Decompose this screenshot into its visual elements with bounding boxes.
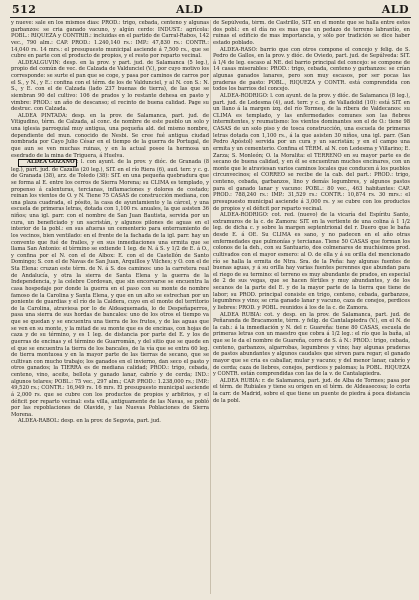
dictionary-entry xyxy=(11,159,209,418)
entry-text: : l. con ayunt. de la prov. y dióc. de Granada (8 leg.), part. jud. de Cazalla (20 leg.), SIT. en el río Riera (6), aud. terr. y c. g. de Granada (38), arz. de Toledo (38): SIT. en una pequeña quebradura que se forma al E. entre los cerros de Sierra Morena; su CLIMA es templado, y propenso á calenturas, tercianas, inflamaciones y dolores de costado; reinan los vientos de O. y N. Tiene 75 CASAS de construcción mediana, con una plaza cuadrada, el pósito, la casa de ayuntamiento y la cárcel, y una escuela de primeras letras, dotada con 1,100 rs. anuales, la que asisten 36 niños; una igl. parr. con el nombre de San Juan Bautista, servida por un cura, un beneficiado y un sacristán, y algunos pilones de aguas en el interior de la pobl.: en sus afueras un cementerio para enterramiento de los vecinos, bien ventilado: en el frente de la fachada de la igl. parr. hay un convento que fué de frailes, y en sus inmediaciones una ermita que se llama San Antonio: el término se extiende 1 leg. de N. á S. y 1/2 de E. á O., y confina por el N. con el de Albox: E. con el de Castellón de Santo Domingo; S. con el de Navas de San Juan, Arquillos y Vilches; y O. con el de Sta Elena: cruzan este térm. de N. á S. dos caminos: uno la carretera real de Andalucía, y otra la sierra de Santa Elena y la guerra de la Independencia, y la celebre Cordovan, que sin encorvarse se encuentra la casa hospedaje por donde la guerra en el paso con su monte de nombre famoso de la Carolina y Santa Elena, y que en un alto se estrechan por un poniente de guardias y el río de la Caldera, cuyo en el monte del territorio de la Carolina, atraviesa por lo de Aldeaquemada, lo de Despeñaperros, pasa una sierra de sus hordas de bancales: uno de los otros el tiempo va que se quedan y se encuentra una tierra de los frutos, y de las aguas que se ven en su monte, y la mitad de su monte que es de encinas, con hojas de caza y de su término, y es 1 leg. de distancia por parte del E. y los de guerras de encinas y el término de Guarromán, y del sitio que se quede en el que se encuentra la tierra de los bancales, de la vía que se entra 60 leg. de tierra montuosa y en la mayor parte de las tierras de secano, que se cultivan con mucho trabajo; los ganados en el invierno, dan seco el pasto y otros ganados; la TIERRA es de mediana calidad; PROD.: trigo, cebada, centeno, vino, aceite, bellota y ganado lanar, cabrío y de cerda; IND.: algunos telares; POBL.: 75 vec., 297 alm.; CAP. PROD.: 1.238,000 rs.; IMP.: 49,520 rs.; CONTR.: 16,949 rs. 16 mrs. El presupuesto municipal asciende á 2,000 rs. que se cubre con los productos de propios y arbitrios, y el déficit por reparto vecinal: esta villa, antiguamente de las Navas, se pobló por las repoblaciones de Olavide, y las Nuevas Poblaciones de Sierra Morena. xyxy=(11,159,209,418)
dictionary-entry xyxy=(213,212,410,311)
right-column xyxy=(213,20,410,596)
entry-text: y nueve: sale en los mismos días: PROD.: trigo, cebada, centeno y algunas garbanzos: se cria ganado vacuno, y algún cerdo: INDUST.: agrícola: POBL.: RIQUEZA y CONTRIB.: incluidas en el partido de Carral-Rabos, 142 vec., 790 alm.: CAP. PROD.: 1.240,140 rs.: IMP.: 47,830 rs.: CONTR.: 14,040 rs. 14 mrs.: el presupuesto municipal asciende á 7,500 rs., que se cubre en parte con el producto de propios, y el resto por reparto vecinal. xyxy=(11,20,209,60)
dictionary-entry xyxy=(213,93,410,212)
column-gutter xyxy=(210,20,211,594)
header-rule xyxy=(10,17,411,18)
dictionary-entry xyxy=(213,378,410,405)
entry-text: ALDEA-RASO: barrio que con otros compone el concejo y felig. de S. Pedro de Gallos, en la prov. y dióc. de Oviedo, part. jud. de Sepúlveda: SIT. á 1/4 de leg. escaso al NE. del barrio principal del concejo: se compone de 14 casas miserables: PROD.: trigo, cebada, centeno y garbanzos: se crían algunas ganados lanares, pero son muy escasos, por ser pocas las praderas de pasto: POBL., RIQUEZA y CONTR. está comprendida con todos los barrios del concejo. xyxy=(213,46,410,93)
entry-text: ALDEALGUVIN: desp. en la prov. y part. jud. de Salamanca (5 leg.), propio del común de vec. de Calzada de Valdunciel (V.), por cuyo motivo los corresponde: se surte el pan que se coge, y pasa por caminos de carros por el S., y N., y E.: confina con el térm. de los de Valdunciel, y al N. con S.: N. S., y E. con el de Calzada (lado 237 buenas de tierra), de las que se siembran 90 del cultivo: 106 de prados y lo restante dehesa en pasto y vimbre: PROD.: un año de descanso; el recinto de buena calidad. Page su destruc. con Calzada. xyxy=(11,59,209,113)
entry-text: ALDEA-RABOL: desp. en la prov. de Segovia, part. jud. xyxy=(18,418,161,425)
dictionary-entry xyxy=(213,20,410,47)
running-head-right: ALD xyxy=(381,3,409,16)
entry-text: ALDEA RUBIA: r. de Salamanca, part. jud. de Alba de Tormes; pasa por el térm. de Rubiales y tiene su orígen en el térm. de Aldeasecosa; lo corta la carr. de Madrid, sobre el que tiene un puente de piedra á poca distancia de la pobl. xyxy=(213,377,410,404)
entry-text: de Sepúlveda, térm. de Castrillo, SIT. en el monte que se halla entre estos dos pobl.: en el día no es mas que un pedazo de terreno labrantío, en ruinas el edificio de mas importancia, y sólo por tradición se dice haber estado poblado. xyxy=(213,20,410,46)
dictionary-entry xyxy=(11,20,209,60)
entry-text: ALDEA RUBIA: cot. y desp. en la prov. de Salamanca, part. jud. de Peñaranda de Bracamonte, térm. y felig. de Cantalapiedra (V.), en el N. de la cab.: á la inmediación y N. del r. Guareña: tiene 80 CASAS, escuela de primeras letras con un maestro que cobra á 1/2 leg.: el río que la baña, al que se le da el nombre de Guareña, corre de S. á N.: PROD.: trigo, cebada, centeno, garbanzos, algarrobas, legumbres y vino; hay algunas praderas de pastos abundantes y algunos caudales que sirven para regar; el ganado mayor que se cria es caballar, mular y vacuno; y del menor lanar, cabrío y de cerda; caza de liebres, conejos, perdices y palomas; la POBL. RIQUEZA y CONTR. están comprendidas con las de la v. de Cantalapiedra. xyxy=(213,311,410,378)
dictionary-entry xyxy=(11,113,209,159)
dictionary-entry xyxy=(11,418,209,425)
dictionary-entry xyxy=(213,47,410,93)
running-head-left: ALD xyxy=(176,3,204,16)
highlighted-headword: ALDEA GOZANO xyxy=(18,159,77,167)
dictionary-entry xyxy=(11,60,209,113)
page-number: 512 xyxy=(12,3,37,16)
page-header xyxy=(12,3,409,17)
entry-text: ALDEA-RODRIGO: l. con ayunt. de la prov. y dióc. de Salamanca (8 leg.), part. jud. de Ledesma (4), aud. terr. y c. g. de Valladolid (10): está SIT. en un llano á la margen izq. del río Tormes, de la ribera de Valdecanos: su CLIMA es templado, y las enfermedades comunes son las fiebres intermitentes, y reumatismo: los vientos dominantes son el de O.: tiene 98 CASAS de un solo piso y de tosca construcción, una escuela de primeras letras dotada con 1,100 rs., á la que asisten 30 niños, una igl. parr. (San Pedro Apóstol) servida por un cura y un sacristán; y en el campo una ermita y un cementerio. Confina el TÉRM. al N. con Ledesma y Villarino; E. Zarza; S. Monleón; O. la Moralita: el TERRENO en su mayor parte es de secano de buena calidad, y en él se encuentran muchos encinares, con un monte que le atraviesan varios caminos locales que conducen á los pueblos circunvecinos; el CORREO se recibe de la cab. del part.: PROD.: trigo, centeno, cebada, garbanzos, lino y demás legumbres, y algunos pastos para el ganado lanar y vacuno: POBL.: 80 vec., 463 habitantes: CAP. PROD.: 788,240 rs.: IMP.: 31,529 rs.: CONTR.: 10,874 rs. 30 mrs.: el presupuesto municipal asciende á 3,000 rs. y se cubre con los productos de propios y el déficit por reparto vecinal. xyxy=(213,92,410,212)
dictionary-entry xyxy=(213,312,410,378)
entry-text: ALDEA PINTADA: desp. en la prov. de Salamanca, part. jud. de Vitigudino, térm. de Calzada, al conc. de nombre de este pueblo un solo y una iglesia parroquial muy antigua, una pequeña ald. del mismo nombre, dependiente del mun. conocido de Nesbi. Se cree fué antigua ciudad nombrada por Cayo Julio César en el tiempo de la guerra de Portugal, de que aun se ven muchas ruinas, y en la actual posee la hermosa un esedrado de la mina de Triguera, á Huelva. xyxy=(11,112,209,159)
entry-text: ALDEA-RODRIGO: cot. red. (nuevo) de la vicaría del Espíritu Santo, extramuros de la c. de Zamora: SIT. en la vertiente de una colina á 1 1/2 leg. de dicha c. y sobre la margen septentrional del r. Duero que le baña desde E. á OE. Su CLIMA es sano, y no padecen en el año otras enfermedades que pulmonías y tercianas. Tiene 50 CASAS que forman los colonos de la deh., con su Santuario, dos colmenares de muchísimos prod. cultivados con el mayor esmero: al O. de ella y á su orilla del mencionado río se halla la ermita de Ntra. Sra. de la Peña: hay algunas fuentes de buenas aguas, y á su orilla hay varias fuentes perennes que abundan para el riego de su termino: el terreno es muy abundante de prados, en especial de 2 de sus vegas, que se hacen fértiles y muy abundantes, y de los secanos de la parte del E. y de la mayor parte de la tierra que tiene de labor; su PROD. principal consiste en trigo, centeno, cebada, garbanzos, legumbres y vino; se cria ganado lanar y vacuno, caza de conejos, perdices y liebres: PROD. y POBL. reunidos á los de la c. de Zamora. xyxy=(213,212,410,311)
left-column xyxy=(11,20,209,596)
